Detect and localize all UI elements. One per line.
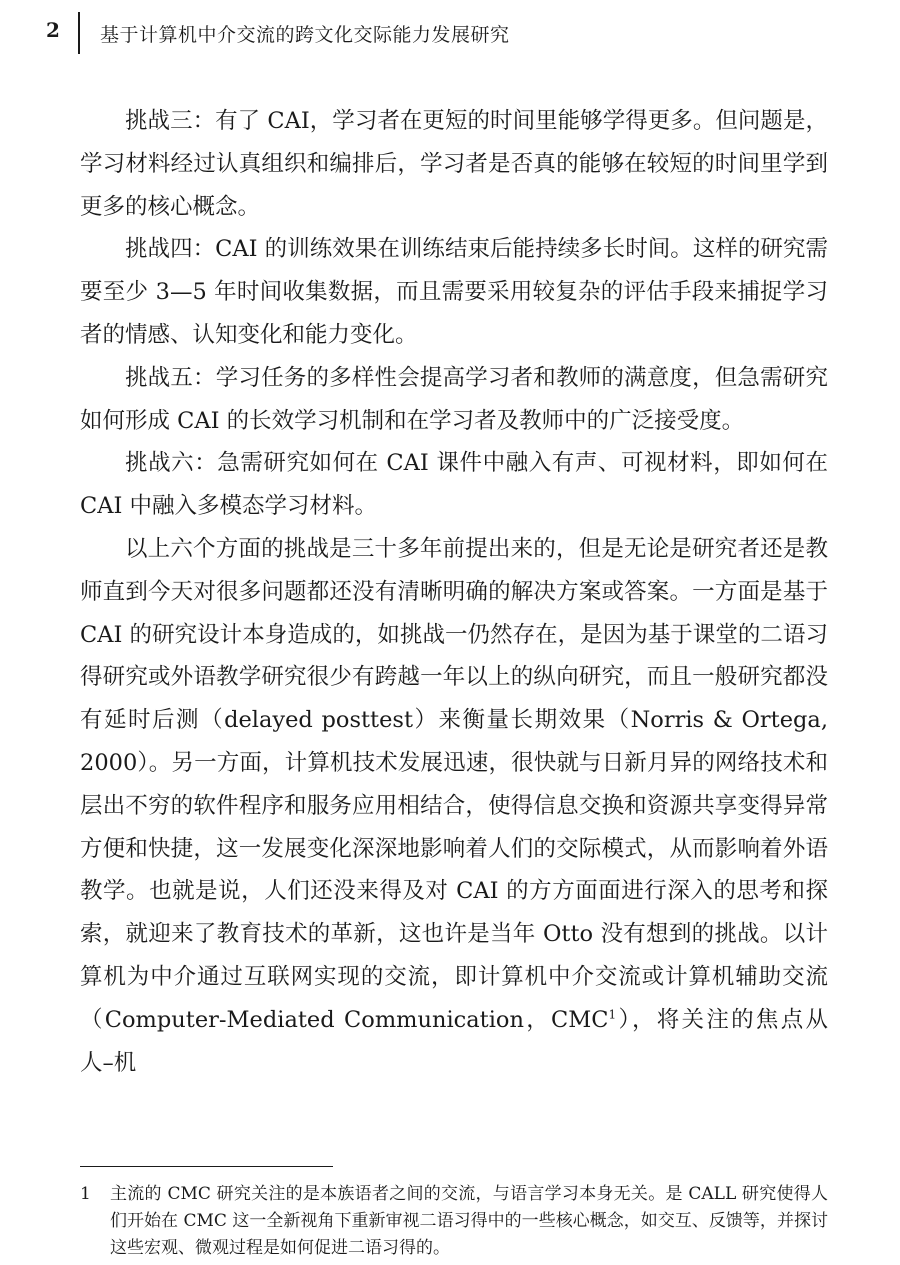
running-title: 基于计算机中介交流的跨文化交际能力发展研究	[100, 24, 510, 46]
paragraph-summary-tail: ），将关注的焦点从人–机	[80, 1006, 828, 1076]
footnote-text: 主流的 CMC 研究关注的是本族语者之间的交流，与语言学习本身无关。是 CALL 研究使得人们开始在 CMC 这一全新视角下重新审视二语习得中的一些核心概念，如交互、反馈等，并探讨这些宏观、微观过程是如何促进二语习得的。	[110, 1184, 828, 1258]
paragraph-challenge-3: 挑战三：有了 CAI，学习者在更短的时间里能够学得更多。但问题是，学习材料经过认真组织和编排后，学习者是否真的能够在较短的时间里学到更多的核心概念。	[80, 108, 828, 220]
page-number: 2	[46, 18, 60, 42]
paragraph-summary	[80, 528, 828, 1084]
page-header	[0, 12, 900, 56]
footnote-reference[interactable]: 1	[608, 1007, 617, 1022]
paragraph-summary-text: 以上六个方面的挑战是三十多年前提出来的，但是无论是研究者还是教师直到今天对很多问题都还没有清晰明确的解决方案或答案。一方面是基于 CAI 的研究设计本身造成的，如挑战一仍然存在，是因为基于课堂的二语习得研究或外语教学研究很少有跨越一年以上的纵向研究，而且一般研究都没有延时后测（delayed posttest）来衡量长期效果（Norris & Ortega, 2000）。另一方面，计算机技术发展迅速，很快就与日新月异的网络技术和层出不穷的软件程序和服务应用相结合，使得信息交换和资源共享变得异常方便和快捷，这一发展变化深深地影响着人们的交际模式，从而影响着外语教学。也就是说，人们还没来得及对 CAI 的方方面面进行深入的思考和探索，就迎来了教育技术的革新，这也许是当年 Otto 没有想到的挑战。以计算机为中介通过互联网实现的交流，即计算机中介交流或计算机辅助交流（Computer-Mediated Communication，CMC	[80, 535, 828, 1033]
paragraph-challenge-6: 挑战六：急需研究如何在 CAI 课件中融入有声、可视材料，即如何在 CAI 中融入多模态学习材料。	[80, 450, 828, 520]
footnote	[80, 1181, 828, 1262]
paragraph-challenge-5: 挑战五：学习任务的多样性会提高学习者和教师的满意度，但急需研究如何形成 CAI 的长效学习机制和在学习者及教师中的广泛接受度。	[80, 364, 828, 434]
footnote-number: 1	[80, 1184, 91, 1204]
paragraph-challenge-4: 挑战四：CAI 的训练效果在训练结束后能持续多长时间。这样的研究需要至少 3—5 年时间收集数据，而且需要采用较复杂的评估手段来捕捉学习者的情感、认知变化和能力变化。	[80, 236, 828, 348]
header-divider	[78, 12, 80, 54]
footnote-divider	[80, 1166, 333, 1167]
body-text	[80, 100, 828, 1084]
